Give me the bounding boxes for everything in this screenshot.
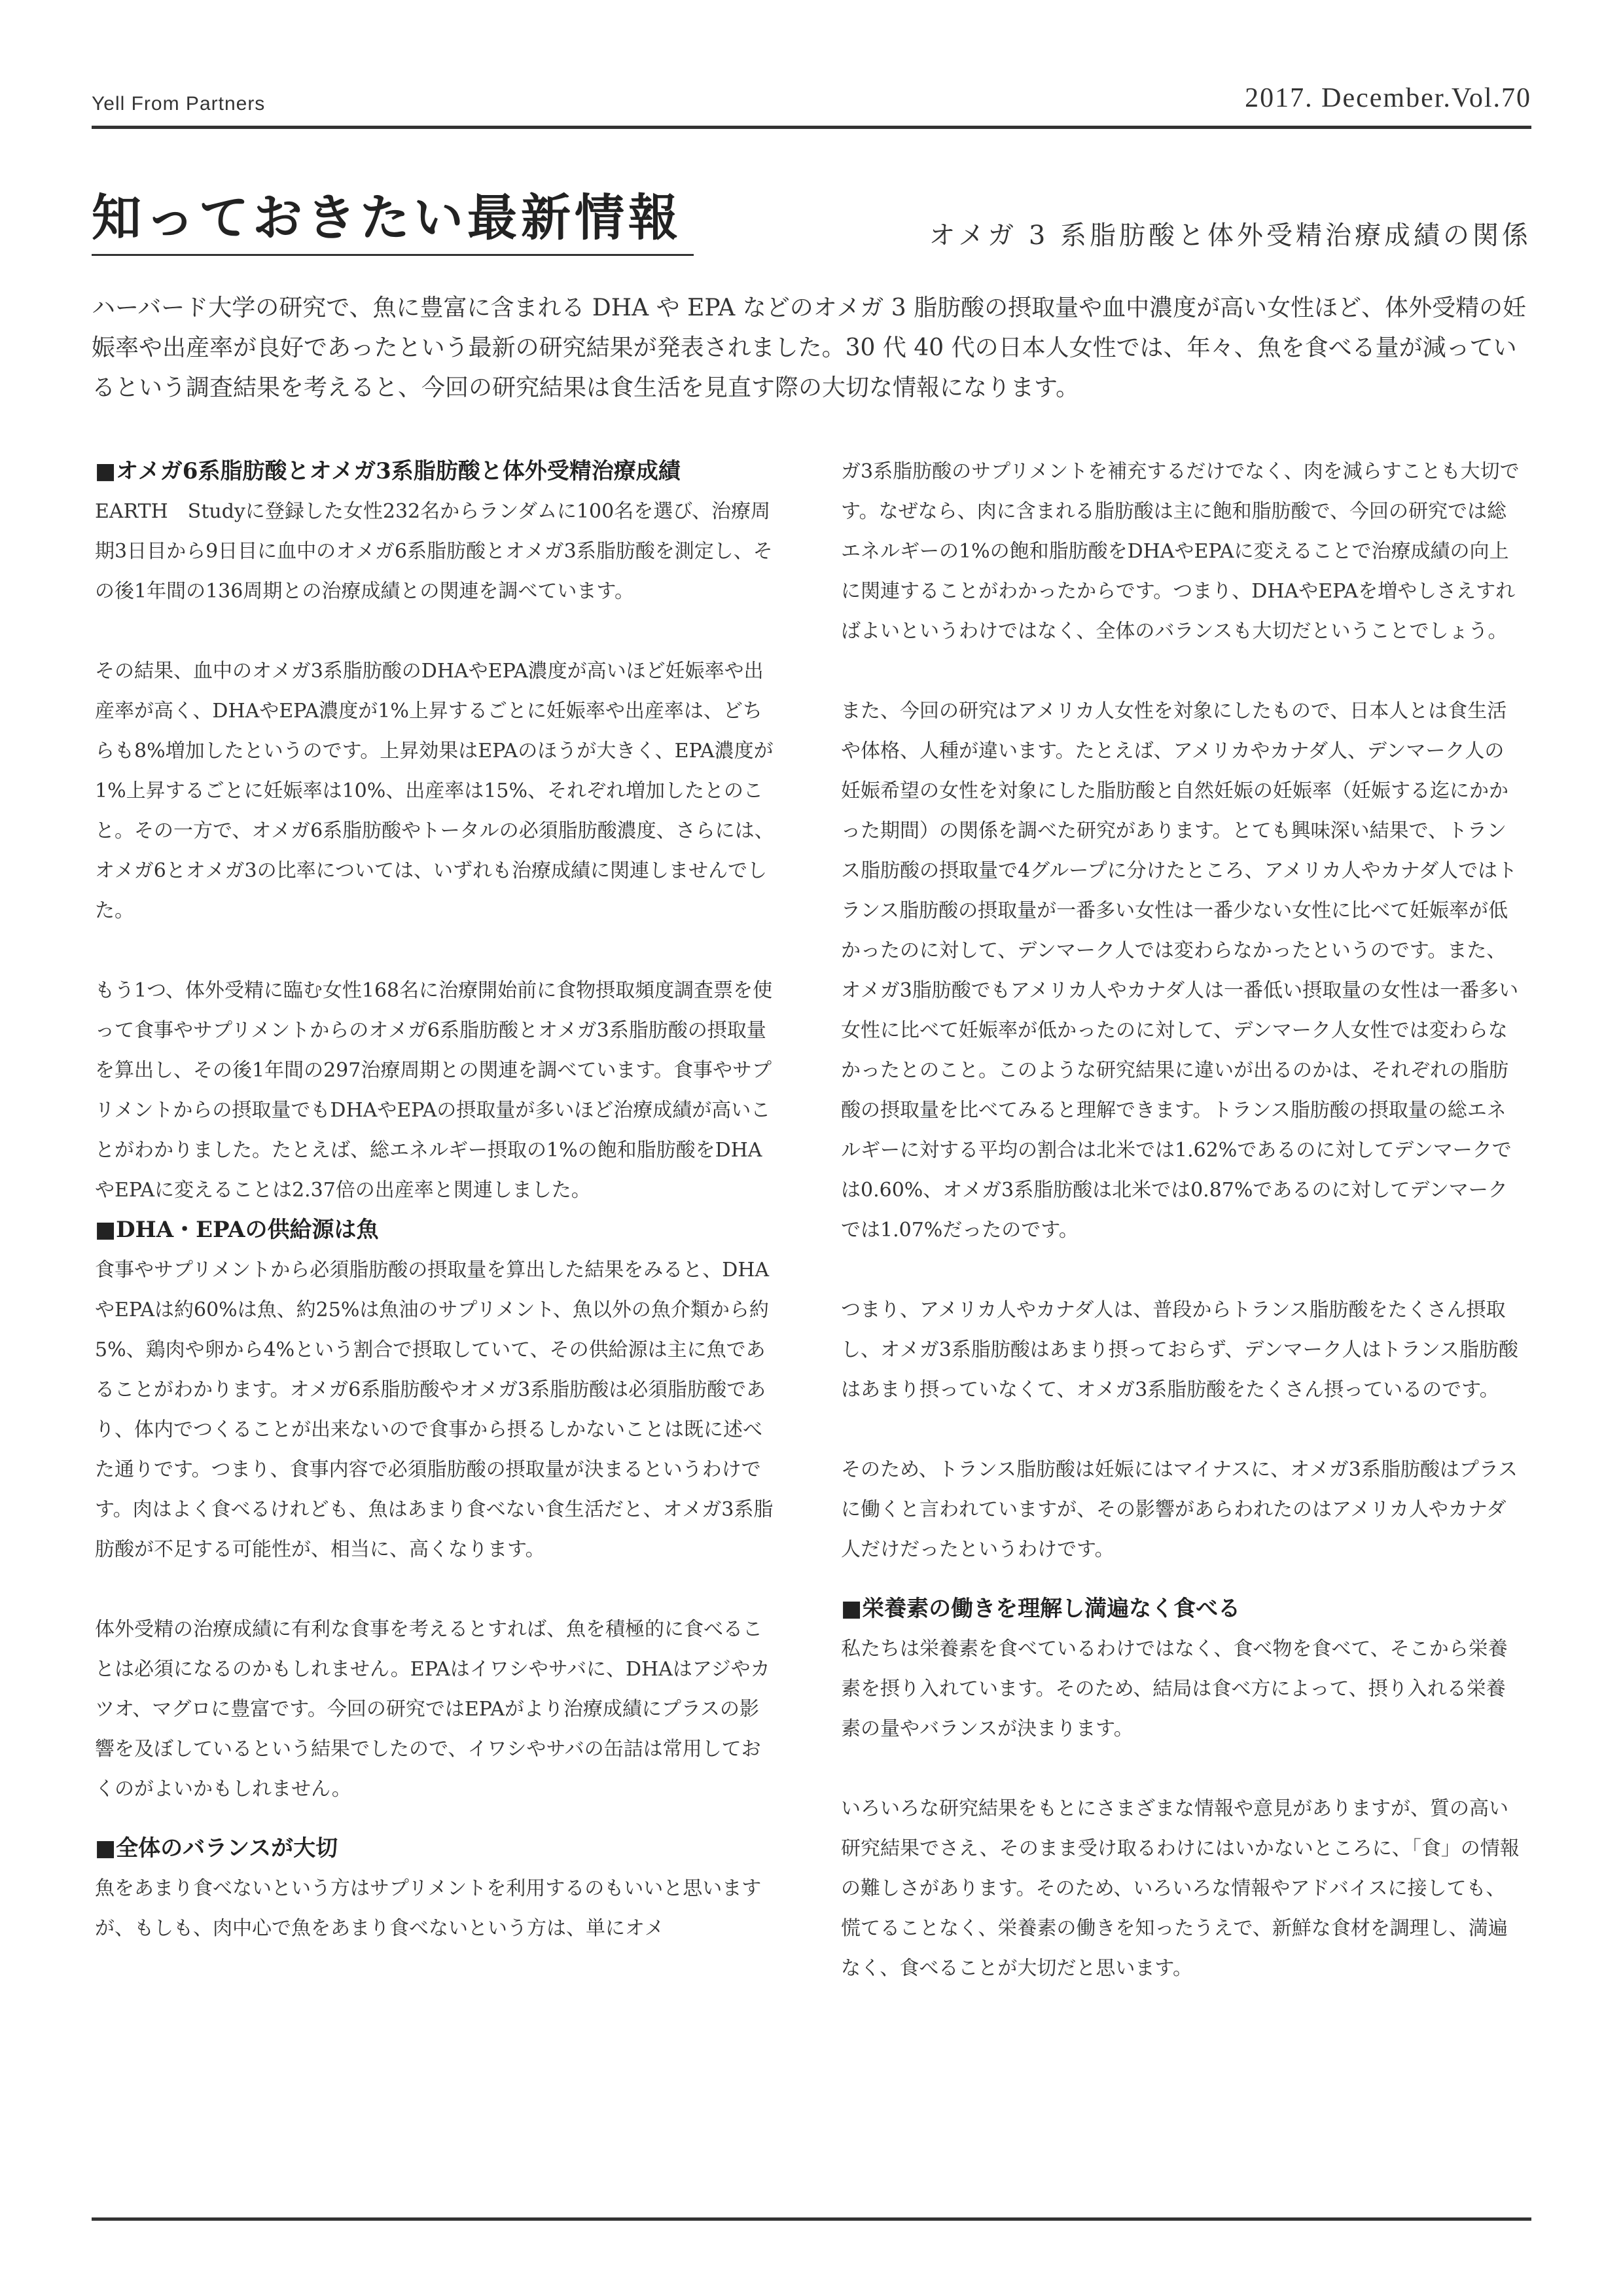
- lead-text: ハーバード大学の研究で、魚に豊富に含まれる DHA や EPA などのオメガ 3 脂肪酸の摂取量や血中濃度が高い女性ほど、体外受精の妊娠率や出産率が良好であったという最新の研究結果が発表されました。30 代 40 代の日本人女性では、年々、魚を食べる量が減っているという調査結果を考えると、今回の研究結果は食生活を見直す際の大切な情報になります。: [92, 295, 1527, 401]
- paragraph: つまり、アメリカ人やカナダ人は、普段からトランス脂肪酸をたくさん摂取し、オメガ3系脂肪酸はあまり摂っておらず、デンマーク人はトランス脂肪酸はあまり摂っていなくて、オメガ3系脂肪酸をたくさん摂っているのです。: [841, 1299, 1518, 1401]
- paragraph: 魚をあまり食べないという方はサプリメントを利用するのもいいと思いますが、もしも、肉中心で魚をあまり食べないという方は、単にオメ: [95, 1877, 762, 1940]
- paragraph: EARTH Studyに登録した女性232名からランダムに100名を選び、治療周期3日目から9日目に血中のオメガ6系脂肪酸とオメガ3系脂肪酸を測定し、その後1年間の136周期との治療成績との関連を調べています。: [95, 500, 773, 603]
- publication-name: Yell From Partners: [92, 93, 266, 115]
- right-column: [841, 452, 1522, 1988]
- section-heading-dha-epa-source: ■DHA・EPAの供給源は魚: [95, 1217, 379, 1243]
- title-underline: [92, 254, 694, 256]
- section-heading-omega6-omega3: ■オメガ6系脂肪酸とオメガ3系脂肪酸と体外受精治療成績: [95, 458, 681, 484]
- top-rule: [92, 126, 1531, 129]
- paragraph: いろいろな研究結果をもとにさまざまな情報や意見がありますが、質の高い研究結果でさえ、そのまま受け取るわけにはいかないところに、「食」の情報の難しさがあります。そのため、いろいろな情報やアドバイスに接しても、慌てることなく、栄養素の働きを知ったうえで、新鮮な食材を調理し、満遍なく、食べることが大切だと思います。: [841, 1797, 1520, 1980]
- section-heading-overall-balance: ■全体のバランスが大切: [95, 1835, 338, 1861]
- paragraph: 体外受精の治療成績に有利な食事を考えるとすれば、魚を積極的に食べることは必須になるのかもしれません。EPAはイワシやサバに、DHAはアジやカツオ、マグロに豊富です。今回の研究ではEPAがより治療成績にプラスの影響を及ぼしているという結果でしたので、イワシやサバの缶詰は常用しておくのがよいかもしれません。: [95, 1618, 770, 1801]
- issue-info: 2017. December.Vol.70: [1245, 83, 1531, 113]
- bottom-rule: [92, 2217, 1531, 2221]
- paragraph: その結果、血中のオメガ3系脂肪酸のDHAやEPA濃度が高いほど妊娠率や出産率が高く、DHAやEPA濃度が1%上昇するごとに妊娠率や出産率は、どちらも8%増加したというのです。上昇効果はEPAのほうが大きく、EPA濃度が1%上昇するごとに妊娠率は10%、出産率は15%、それぞれ増加したとのこと。その一方で、オメガ6系脂肪酸やトータルの必須脂肪酸濃度、さらには、オメガ6とオメガ3の比率については、いずれも治療成績に関連しませんでした。: [95, 660, 774, 922]
- lead-paragraph: [92, 288, 1531, 408]
- paragraph: そのため、トランス脂肪酸は妊娠にはマイナスに、オメガ3系脂肪酸はプラスに働くと言われていますが、その影響があらわれたのはアメリカ人やカナダ人だけだったというわけです。: [841, 1458, 1518, 1561]
- left-column: [95, 452, 776, 1948]
- paragraph: ガ3系脂肪酸のサプリメントを補充するだけでなく、肉を減らすことも大切です。なぜなら、肉に含まれる脂肪酸は主に飽和脂肪酸で、今回の研究では総エネルギーの1%の飽和脂肪酸をDHAやEPAに変えることで治療成績の向上に関連することがわかったからです。つまり、DHAやEPAを増やしさえすればよいというわけではなく、全体のバランスも大切だということでしょう。: [841, 460, 1520, 643]
- section-heading-nutrients: ■栄養素の働きを理解し満遍なく食べる: [841, 1596, 1241, 1622]
- page-title: 知っておきたい最新情報: [92, 188, 682, 247]
- paragraph: 私たちは栄養素を食べているわけではなく、食べ物を食べて、そこから栄養素を摂り入れています。そのため、結局は食べ方によって、摂り入れる栄養素の量やバランスが決まります。: [841, 1638, 1508, 1740]
- paragraph: また、今回の研究はアメリカ人女性を対象にしたもので、日本人とは食生活や体格、人種が違います。たとえば、アメリカやカナダ人、デンマーク人の妊娠希望の女性を対象にした脂肪酸と自然妊娠の妊娠率（妊娠する迄にかかった期間）の関係を調べた研究があります。とても興味深い結果で、トランス脂肪酸の摂取量で4グループに分けたところ、アメリカ人やカナダ人ではトランス脂肪酸の摂取量が一番多い女性は一番少ない女性に比べて妊娠率が低かったのに対して、デンマーク人では変わらなかったというのです。また、オメガ3脂肪酸でもアメリカ人やカナダ人は一番低い摂取量の女性は一番多い女性に比べて妊娠率が低かったのに対して、デンマーク人女性では変わらなかったとのこと。このような研究結果に違いが出るのかは、それぞれの脂肪酸の摂取量を比べてみると理解できます。トランス脂肪酸の摂取量の総エネルギーに対する平均の割合は北米では1.62%であるのに対してデンマークでは0.60%、オメガ3系脂肪酸は北米では0.87%であるのに対してデンマークでは1.07%だったのです。: [841, 700, 1519, 1242]
- paragraph: もう1つ、体外受精に臨む女性168名に治療開始前に食物摂取頻度調査票を使って食事やサプリメントからのオメガ6系脂肪酸とオメガ3系脂肪酸の摂取量を算出し、その後1年間の297治療周期との関連を調べています。食事やサプリメントからの摂取量でもDHAやEPAの摂取量が多いほど治療成績が高いことがわかりました。たとえば、総エネルギー摂取の1%の飽和脂肪酸をDHAやEPAに変えることは2.37倍の出産率と関連しました。: [95, 979, 773, 1202]
- paragraph: 食事やサプリメントから必須脂肪酸の摂取量を算出した結果をみると、DHAやEPAは約60%は魚、約25%は魚油のサプリメント、魚以外の魚介類から約5%、鶏肉や卵から4%という割合で摂取していて、その供給源は主に魚であることがわかります。オメガ6系脂肪酸やオメガ3系脂肪酸は必須脂肪酸であり、体内でつくることが出来ないので食事から摂るしかないことは既に述べた通りです。つまり、食事内容で必須脂肪酸の摂取量が決まるというわけです。肉はよく食べるけれども、魚はあまり食べない食生活だと、オメガ3系脂肪酸が不足する可能性が、相当に、高くなります。: [95, 1259, 774, 1561]
- page-subtitle: オメガ 3 系脂肪酸と体外受精治療成績の関係: [929, 221, 1531, 251]
